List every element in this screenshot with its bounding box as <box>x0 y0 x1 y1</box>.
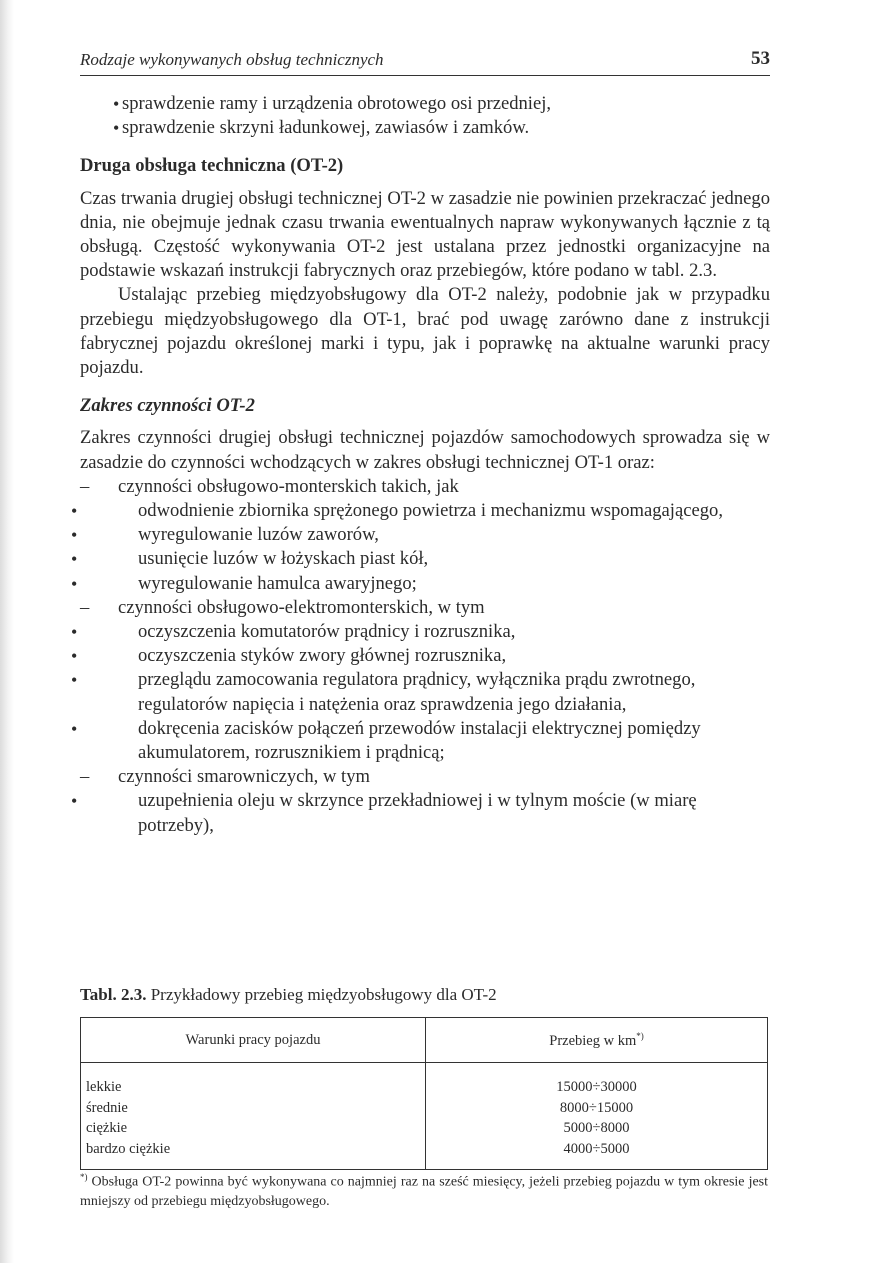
table-header-mileage-text: Przebieg w km <box>549 1032 637 1049</box>
table-cell-range: 15000÷30000 <box>556 1079 637 1095</box>
bullet-item: • usunięcie luzów w łożyskach piast kół, <box>76 547 770 571</box>
bullet-item: • sprawdzenie skrzyni ładunkowej, zawiasów i zamków. <box>80 116 770 140</box>
dash-item-label: czynności obsługowo-elektromonterskich, w tym <box>118 596 485 618</box>
mileage-table <box>80 1017 768 1170</box>
dash-item-label: czynności obsługowo-monterskich takich, jak <box>118 475 459 497</box>
table-caption-label: Tabl. 2.3. <box>80 985 147 1004</box>
page-edge-shadow <box>0 0 14 1263</box>
mileage-column <box>426 1063 768 1170</box>
dash-list-item <box>80 596 770 765</box>
table-cell-condition: średnie <box>86 1099 128 1116</box>
table-cell-condition: ciężkie <box>86 1120 128 1137</box>
table-cell-condition: bardzo ciężkie <box>86 1140 171 1157</box>
bullet-item: • uzupełnienia oleju w skrzynce przekładniowej i w tylnym moście (w miarę potrzeby), <box>76 789 770 837</box>
section-heading: Druga obsługa techniczna (OT-2) <box>80 155 344 177</box>
page-body <box>80 92 770 838</box>
table-cell-condition: lekkie <box>86 1079 122 1095</box>
table-header-conditions: Warunki pracy pojazdu <box>81 1018 426 1063</box>
bullet-item: • oczyszczenia komutatorów prądnicy i rozrusznika, <box>76 620 770 644</box>
paragraph: Zakres czynności drugiej obsługi technicznej pojazdów samochodowych sprowadza się w zasadzie do czynności wchodzących w zakres obsługi technicznej OT-1 oraz: <box>80 427 770 473</box>
table-header-mileage <box>426 1018 768 1063</box>
page-header <box>80 48 770 72</box>
page-number: 53 <box>751 48 770 69</box>
paragraph: Czas trwania drugiej obsługi technicznej OT-2 w zasadzie nie powinien przekraczać jednego dnia, nie obejmuje jednak czasu trwania ewentualnych napraw wykonywanych łącznie z tą obsługą. Częstość wykonywania OT-2 jest ustalana przez jednostki organizacyjne na podstawie wskazań instrukcji fabrycznych oraz przebiegów, które podano w tabl. 2.3. <box>80 187 770 282</box>
table-cell-range: 4000÷5000 <box>563 1140 630 1157</box>
bullet-item: • wyregulowanie hamulca awaryjnego; <box>76 572 770 596</box>
running-title: Rodzaje wykonywanych obsług technicznych <box>80 50 384 69</box>
bullet-item: • wyregulowanie luzów zaworów, <box>76 523 770 547</box>
paragraph: Ustalając przebieg międzyobsługowy dla OT-2 należy, podobnie jak w przypadku przebiegu międzyobsługowego dla OT-1, brać pod uwagę zarówno dane z instrukcji fabrycznej pojazdu określonej marki i typu, jak i poprawkę na aktualne warunki pracy pojazdu. <box>80 284 770 379</box>
dash-item-label: czynności smarowniczych, w tym <box>118 766 370 788</box>
dash-list-item <box>80 765 770 838</box>
header-rule <box>80 75 770 76</box>
bullet-item: • przeglądu zamocowania regulatora prądnicy, wyłącznika prądu zwrotnego, regulatorów napięcia i natężenia oraz sprawdzenia jego działania, <box>76 668 770 716</box>
footnote-marker: *) <box>636 1030 644 1041</box>
bullet-item: • oczyszczenia styków zwory głównej rozrusznika, <box>76 644 770 668</box>
subsection-heading: Zakres czynności OT-2 <box>80 395 255 417</box>
conditions-column <box>81 1063 426 1170</box>
table-cell-range: 5000÷8000 <box>563 1120 630 1137</box>
footnote-marker: *) <box>80 1172 88 1182</box>
table-caption-text: Przykładowy przebieg międzyobsługowy dla OT-2 <box>150 985 497 1004</box>
bullet-item: • sprawdzenie ramy i urządzenia obrotowego osi przedniej, <box>80 92 770 116</box>
bullet-item: • odwodnienie zbiornika sprężonego powietrza i mechanizmu wspomagającego, <box>76 499 770 523</box>
bullet-item: • dokręcenia zacisków połączeń przewodów instalacji elektrycznej pomiędzy akumulatorem, rozrusznikiem i prądnicą; <box>76 717 770 765</box>
table-caption <box>80 985 497 1005</box>
table-cell-range: 8000÷15000 <box>559 1099 634 1116</box>
dash-list-item <box>80 475 770 596</box>
footnote-text: Obsługa OT-2 powinna być wykonywana co najmniej raz na sześć miesięcy, jeżeli przebieg pojazdu w tym okresie jest mniejszy od przebiegu międzyobsługowego. <box>80 1174 769 1209</box>
table-footnote <box>80 1168 768 1211</box>
